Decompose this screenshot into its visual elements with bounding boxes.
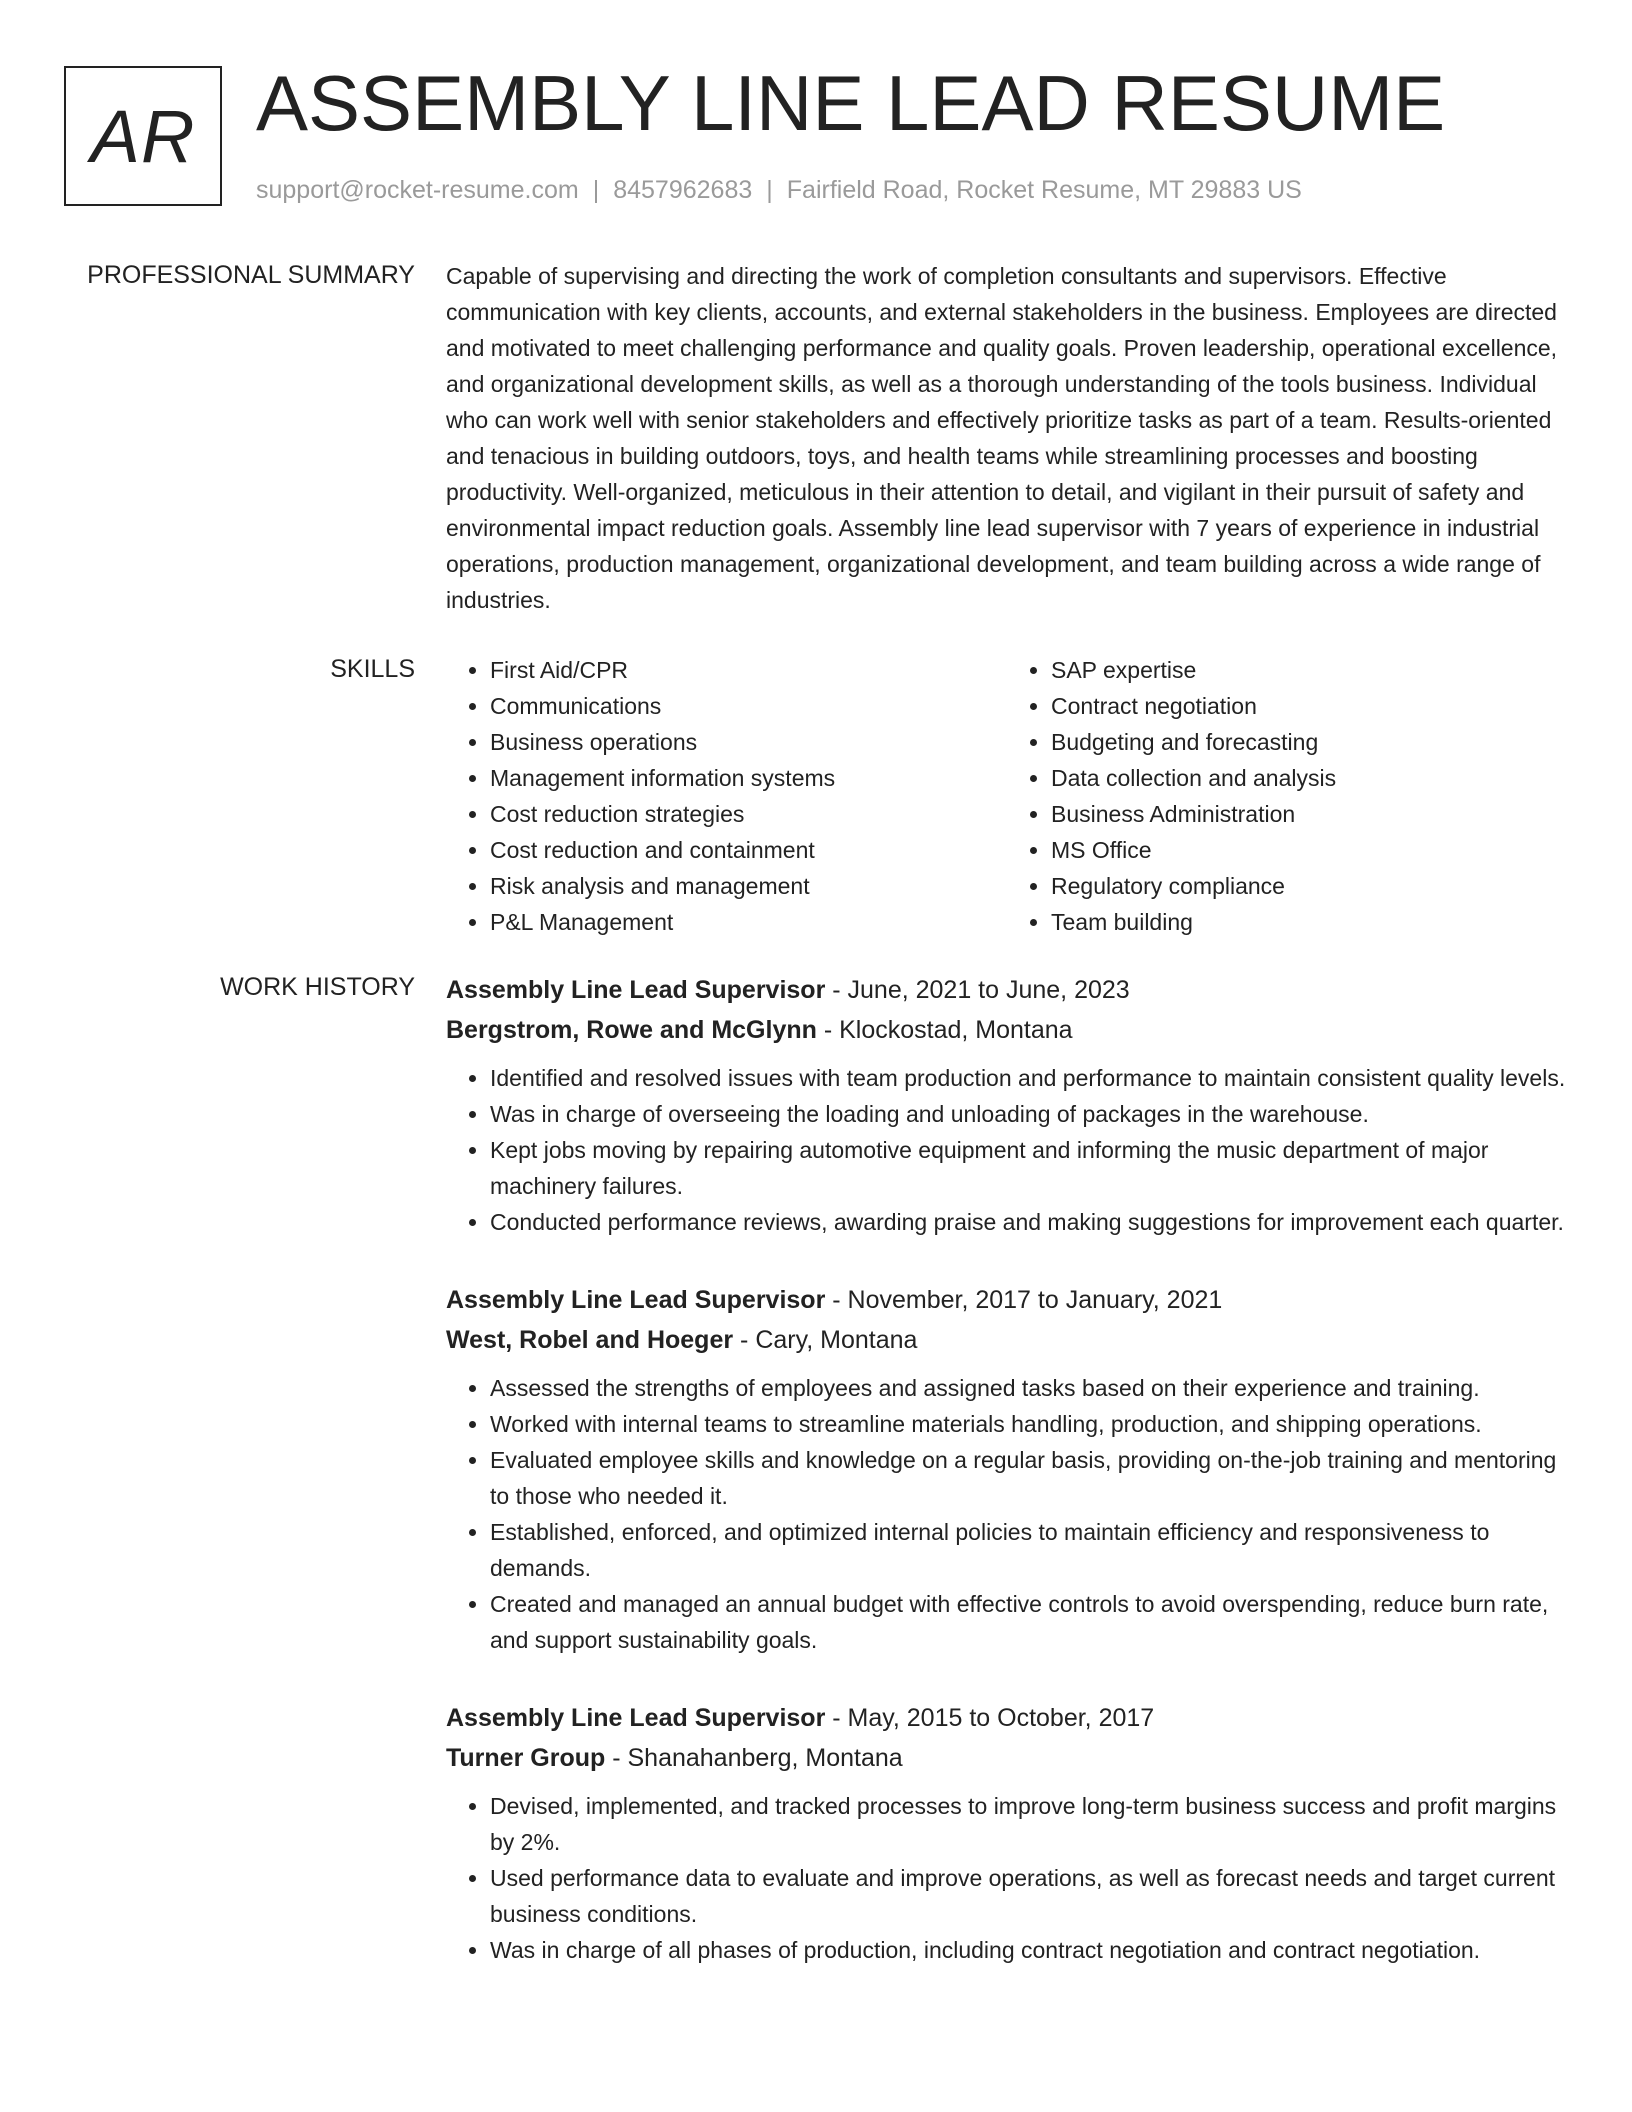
skill-item: • Business operations: [490, 724, 1007, 760]
job-dates: June, 2021 to June, 2023: [847, 976, 1130, 1004]
job-title-line: Assembly Line Lead Supervisor - May, 2015 to October, 2017: [446, 1704, 1155, 1732]
skills-column-right: [1007, 652, 1568, 940]
skill-item: • Cost reduction and containment: [490, 832, 1007, 868]
job-title-line: Assembly Line Lead Supervisor - June, 2021 to June, 2023: [446, 976, 1130, 1004]
skill-item: • Team building: [1051, 904, 1568, 940]
job-company-line: West, Robel and Hoeger - Cary, Montana: [446, 1326, 918, 1354]
contact-email: support@rocket-resume.com: [256, 176, 579, 204]
contact-separator: |: [592, 176, 600, 204]
job-bullet: • Evaluated employee skills and knowledge on a regular basis, providing on-the-job training and mentoring to those who needed it.: [490, 1442, 1568, 1514]
work-history: [446, 970, 1568, 2008]
job-company: Turner Group: [446, 1744, 606, 1772]
job-title-line: Assembly Line Lead Supervisor - November, 2017 to January, 2021: [446, 1286, 1223, 1314]
skill-item: • Communications: [490, 688, 1007, 724]
skill-item: • SAP expertise: [1051, 652, 1568, 688]
skills-column-left: [446, 652, 1007, 940]
job-company-line: Turner Group - Shanahanberg, Montana: [446, 1744, 903, 1772]
skill-item: • Contract negotiation: [1051, 688, 1568, 724]
contact-phone: 8457962683: [613, 176, 753, 204]
job-bullets: [446, 1060, 1568, 1240]
resume-title: ASSEMBLY LINE LEAD RESUME: [256, 59, 1446, 147]
job-location: Cary, Montana: [755, 1326, 918, 1354]
job-bullet: • Assessed the strengths of employees and assigned tasks based on their experience and training.: [490, 1370, 1568, 1406]
job-title: Assembly Line Lead Supervisor: [446, 976, 826, 1004]
skill-item: • Regulatory compliance: [1051, 868, 1568, 904]
job-company: Bergstrom, Rowe and McGlynn: [446, 1016, 817, 1044]
job-dates: May, 2015 to October, 2017: [847, 1704, 1155, 1732]
skill-item: • Budgeting and forecasting: [1051, 724, 1568, 760]
job-bullet: • Created and managed an annual budget with effective controls to avoid overspending, reduce burn rate, and support sustainability goals.: [490, 1586, 1568, 1658]
job-bullet: • Established, enforced, and optimized internal policies to maintain efficiency and responsiveness to demands.: [490, 1514, 1568, 1586]
job-bullets: [446, 1370, 1568, 1658]
job-bullet: • Devised, implemented, and tracked processes to improve long-term business success and profit margins by 2%.: [490, 1788, 1568, 1860]
job-bullet: • Used performance data to evaluate and improve operations, as well as forecast needs and target current business conditions.: [490, 1860, 1568, 1932]
job-dates: November, 2017 to January, 2021: [847, 1286, 1223, 1314]
job-title: Assembly Line Lead Supervisor: [446, 1704, 826, 1732]
contact-separator: |: [766, 176, 773, 204]
job-bullet: • Was in charge of overseeing the loading and unloading of packages in the warehouse.: [490, 1096, 1568, 1132]
job-bullets: [446, 1788, 1568, 1968]
job-entry: [446, 1280, 1568, 1658]
job-entry: [446, 970, 1568, 1240]
job-bullet: • Kept jobs moving by repairing automotive equipment and informing the music department of major machinery failures.: [490, 1132, 1568, 1204]
contact-line: [256, 174, 1302, 206]
section-label-skills: SKILLS: [330, 655, 415, 683]
summary-text: Capable of supervising and directing the work of completion consultants and supervisors. Effective communication with key clients, accounts, and external stakeholders in the business. Employees are directed and motivated to meet challenging performance and quality goals. Proven leadership, operational excellence, and organizational development skills, as well as a thorough understanding of the tools business. Individual who can work well with senior stakeholders and effectively prioritize tasks as part of a team. Results-oriented and tenacious in building outdoors, toys, and health teams while streamlining processes and boosting productivity. Well-organized, meticulous in their attention to detail, and vigilant in their pursuit of safety and environmental impact reduction goals. Assembly line lead supervisor with 7 years of experience in industrial operations, production management, organizational development, and team building across a wide range of industries.: [446, 263, 1558, 613]
skill-item: • P&L Management: [490, 904, 1007, 940]
job-bullet: • Was in charge of all phases of production, including contract negotiation and contract negotiation.: [490, 1932, 1568, 1968]
monogram: AR: [64, 66, 222, 206]
skills-list: [446, 652, 1568, 940]
job-bullet: • Identified and resolved issues with team production and performance to maintain consistent quality levels.: [490, 1060, 1568, 1096]
job-title: Assembly Line Lead Supervisor: [446, 1286, 826, 1314]
job-bullet: • Conducted performance reviews, awarding praise and making suggestions for improvement each quarter.: [490, 1204, 1568, 1240]
skill-item: • Risk analysis and management: [490, 868, 1007, 904]
skill-item: • MS Office: [1051, 832, 1568, 868]
section-label-summary: PROFESSIONAL SUMMARY: [87, 261, 415, 289]
job-location: Shanahanberg, Montana: [627, 1744, 903, 1772]
job-bullet: • Worked with internal teams to streamline materials handling, production, and shipping operations.: [490, 1406, 1568, 1442]
skill-item: • Business Administration: [1051, 796, 1568, 832]
skill-item: • First Aid/CPR: [490, 652, 1007, 688]
job-company: West, Robel and Hoeger: [446, 1326, 734, 1354]
skill-item: • Cost reduction strategies: [490, 796, 1007, 832]
section-label-work: WORK HISTORY: [220, 973, 415, 1001]
job-entry: [446, 1698, 1568, 1968]
job-location: Klockostad, Montana: [839, 1016, 1073, 1044]
skill-item: • Management information systems: [490, 760, 1007, 796]
contact-address: Fairfield Road, Rocket Resume, MT 29883 US: [786, 176, 1302, 204]
skill-item: • Data collection and analysis: [1051, 760, 1568, 796]
job-company-line: Bergstrom, Rowe and McGlynn - Klockostad, Montana: [446, 1016, 1073, 1044]
